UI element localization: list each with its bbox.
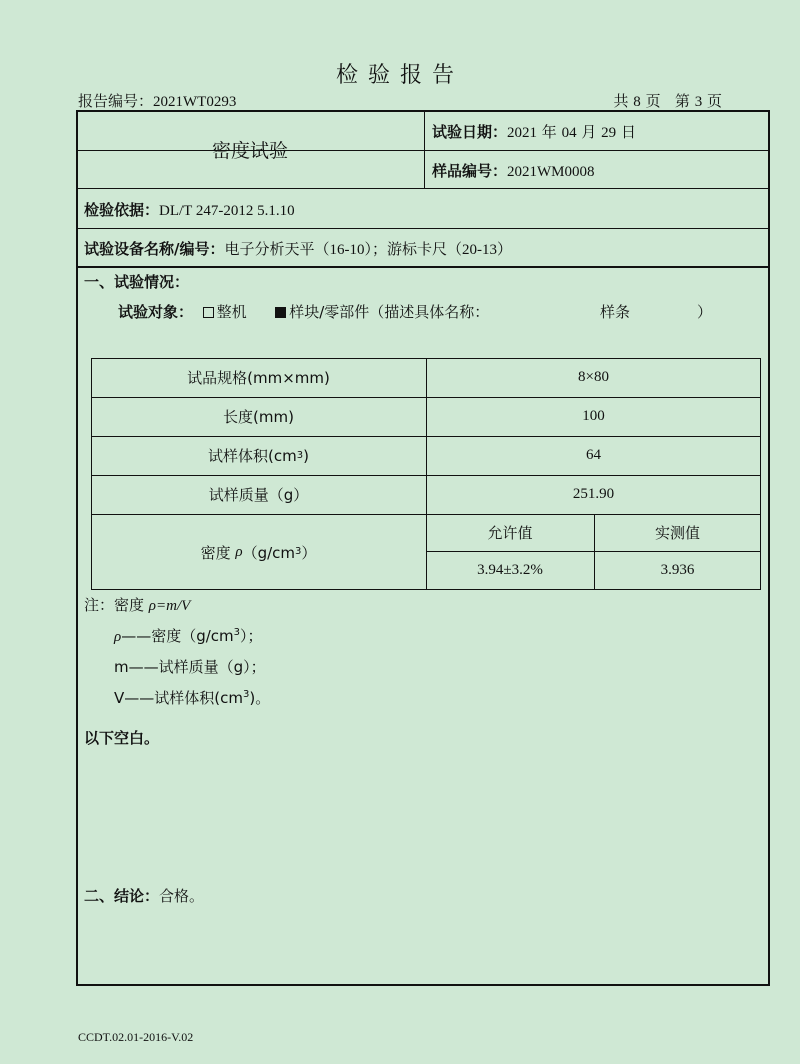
test-equipment-label: 试验设备名称/编号： [84,240,225,258]
note-volume-sup: 3 [242,689,250,700]
measured-header: 实测值 [654,524,700,542]
report-number-label: 报告编号： [78,92,154,110]
year-char: 年 [541,123,557,141]
page-current-prefix: 第 [674,92,690,110]
option-part: 样块/零部件（描述具体名称： [289,303,490,321]
table-row-label: 试样质量（g） [208,486,309,504]
note-density-text: ——密度（g/cm [121,627,234,645]
divider [76,266,770,268]
report-number-value: 2021WT0293 [153,94,237,110]
sample-number-value: 2021WM0008 [507,164,595,180]
blank-below-text: 以下空白。 [84,729,160,747]
option-whole: 整机 [216,303,247,321]
page-total-prefix: 共 [613,92,629,110]
table-row-value: 251.90 [572,486,615,502]
table-row-label: 试样体积(cm 3 ) [208,446,309,465]
table-row-value: 64 [586,447,601,463]
formula: ρ=m/V [148,598,191,614]
table-row-label: 试品规格(mm×mm) [187,369,330,387]
measured-value: 3.936 [660,562,695,578]
allowed-value: 3.94±3.2% [477,562,543,578]
density-label-main: 密度 [200,543,231,562]
report-number [78,90,236,111]
note-volume-text: V——试样体积(cm [114,689,243,707]
test-date [432,121,636,142]
conclusion-value: 合格。 [159,887,205,905]
option-part-name: 样条 [600,303,631,321]
test-date-month: 04 [561,125,577,141]
option-part-close: ） [697,303,713,321]
conclusion [84,885,204,906]
test-basis-label: 检验依据： [84,201,160,219]
test-name: 密度试验 [211,140,288,162]
sample-number [432,160,595,181]
table-row-value: 8×80 [578,369,609,385]
day-char: 日 [620,123,636,141]
note-label: 注： [84,596,115,614]
test-object [118,301,489,322]
note-line-density [114,625,263,646]
volume-label-main: 试样体积(cm [208,447,297,465]
table-row-label: 长度(mm) [223,408,294,426]
note-line-mass: m——试样质量（g）； [114,658,266,676]
page-info [614,90,723,111]
test-basis [84,199,295,220]
divider [424,110,425,188]
formula-prefix: 密度 [114,596,149,614]
density-unit-end: ） [301,543,317,562]
document-code: CCDT.02.01-2016-V.02 [78,1030,194,1044]
density-unit-main: （g/cm [242,543,296,562]
checkbox-part-checked [275,307,286,318]
test-equipment-value: 电子分析天平（16-10）；游标卡尺（20-13） [224,242,512,258]
note-density-symbol: ρ [114,629,122,645]
checkbox-whole-unchecked [203,307,214,318]
conclusion-heading: 二、结论： [84,887,160,905]
page-unit: 页 [645,92,661,110]
note-density-sup: 3 [233,627,241,638]
test-date-label: 试验日期： [432,123,508,141]
test-object-label: 试验对象： [118,303,194,321]
test-equipment [84,238,512,259]
test-date-year: 2021 [507,125,538,141]
sample-number-label: 样品编号： [432,162,508,180]
volume-label-end: ) [303,446,309,465]
situation-heading: 一、试验情况： [84,273,190,291]
table-row-value: 100 [582,408,605,424]
note-volume-end: )。 [249,689,271,707]
note-formula [84,594,190,615]
report-title: 检验报告 [335,63,464,88]
density-symbol: ρ [235,543,243,560]
divider [76,188,770,189]
page-current: 3 [694,94,703,110]
page-total: 8 [633,94,641,110]
divider [76,228,770,229]
density-label: 密度 ρ （g/cm 3 ） [200,543,317,562]
test-date-day: 29 [601,125,617,141]
allowed-header: 允许值 [487,524,533,542]
month-char: 月 [581,123,597,141]
test-basis-value: DL/T 247-2012 5.1.10 [159,203,295,219]
page-current-unit: 页 [706,92,722,110]
note-line-volume [114,687,270,708]
note-density-end: ）； [240,627,263,645]
